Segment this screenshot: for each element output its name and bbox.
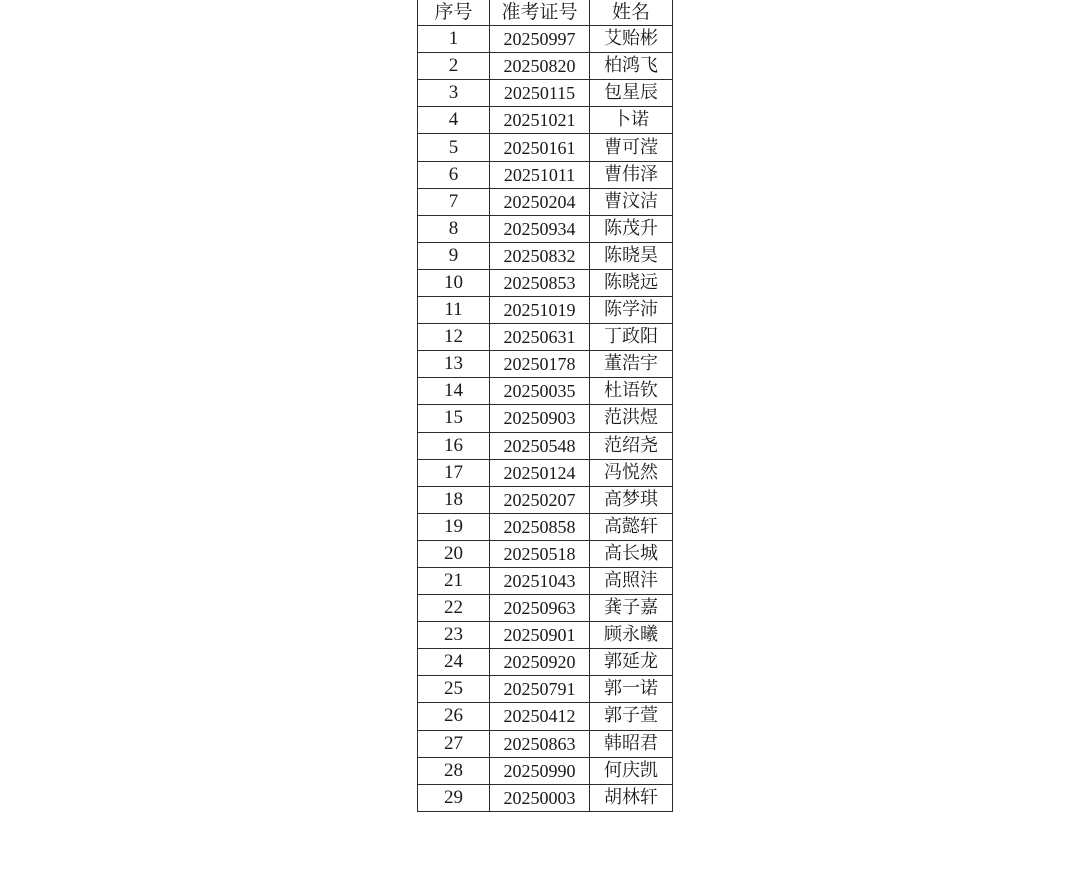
cell-seq: 21: [418, 567, 490, 594]
table-row: [418, 324, 673, 351]
cell-exam-id: 20250204: [490, 188, 590, 215]
cell-name: 龚子嘉: [590, 595, 673, 622]
table-row: [418, 703, 673, 730]
cell-exam-id: 20251021: [490, 107, 590, 134]
cell-exam-id: 20250963: [490, 595, 590, 622]
table-row: [418, 351, 673, 378]
cell-seq: 20: [418, 540, 490, 567]
cell-name: 艾贻彬: [590, 26, 673, 53]
cell-exam-id: 20250631: [490, 324, 590, 351]
cell-exam-id: 20250791: [490, 676, 590, 703]
cell-seq: 3: [418, 80, 490, 107]
table-row: [418, 595, 673, 622]
cell-exam-id: 20250003: [490, 784, 590, 811]
cell-exam-id: 20250853: [490, 269, 590, 296]
cell-name: 陈晓昊: [590, 242, 673, 269]
table-row: [418, 486, 673, 513]
cell-name: 韩昭君: [590, 730, 673, 757]
cell-seq: 14: [418, 378, 490, 405]
cell-exam-id: 20250863: [490, 730, 590, 757]
table-row: [418, 622, 673, 649]
cell-seq: 27: [418, 730, 490, 757]
table-row: [418, 297, 673, 324]
cell-seq: 19: [418, 513, 490, 540]
table-row: [418, 215, 673, 242]
table-row: [418, 784, 673, 811]
cell-name: 顾永曦: [590, 622, 673, 649]
cell-exam-id: 20250124: [490, 459, 590, 486]
cell-exam-id: 20250934: [490, 215, 590, 242]
cell-exam-id: 20250903: [490, 405, 590, 432]
table-row: [418, 757, 673, 784]
cell-name: 陈茂升: [590, 215, 673, 242]
cell-seq: 6: [418, 161, 490, 188]
table-row: [418, 432, 673, 459]
cell-seq: 18: [418, 486, 490, 513]
table-row: [418, 26, 673, 53]
cell-seq: 2: [418, 53, 490, 80]
table-row: [418, 459, 673, 486]
cell-exam-id: 20250858: [490, 513, 590, 540]
table-row: [418, 730, 673, 757]
cell-exam-id: 20250820: [490, 53, 590, 80]
cell-seq: 1: [418, 26, 490, 53]
table-row: [418, 134, 673, 161]
cell-seq: 13: [418, 351, 490, 378]
cell-name: 卜诺: [590, 107, 673, 134]
cell-name: 高梦琪: [590, 486, 673, 513]
table-row: [418, 540, 673, 567]
cell-seq: 15: [418, 405, 490, 432]
header-seq: 序号: [418, 0, 490, 26]
cell-exam-id: 20250178: [490, 351, 590, 378]
table-row: [418, 107, 673, 134]
cell-exam-id: 20250832: [490, 242, 590, 269]
cell-exam-id: 20250997: [490, 26, 590, 53]
table-row: [418, 161, 673, 188]
cell-seq: 28: [418, 757, 490, 784]
table-header-row: [418, 0, 673, 26]
table-row: [418, 53, 673, 80]
cell-seq: 12: [418, 324, 490, 351]
cell-seq: 25: [418, 676, 490, 703]
cell-exam-id: 20250412: [490, 703, 590, 730]
cell-name: 包星辰: [590, 80, 673, 107]
cell-exam-id: 20251011: [490, 161, 590, 188]
cell-exam-id: 20250990: [490, 757, 590, 784]
cell-name: 陈学沛: [590, 297, 673, 324]
header-name: 姓名: [590, 0, 673, 26]
cell-name: 冯悦然: [590, 459, 673, 486]
cell-seq: 11: [418, 297, 490, 324]
cell-exam-id: 20251043: [490, 567, 590, 594]
cell-name: 何庆凯: [590, 757, 673, 784]
cell-exam-id: 20250548: [490, 432, 590, 459]
table-body: [418, 26, 673, 812]
cell-seq: 26: [418, 703, 490, 730]
cell-seq: 16: [418, 432, 490, 459]
cell-seq: 4: [418, 107, 490, 134]
cell-exam-id: 20250161: [490, 134, 590, 161]
cell-name: 胡林轩: [590, 784, 673, 811]
cell-name: 曹可滢: [590, 134, 673, 161]
cell-name: 曹伟泽: [590, 161, 673, 188]
cell-name: 郭子萱: [590, 703, 673, 730]
cell-name: 高长城: [590, 540, 673, 567]
header-exam-id: 准考证号: [490, 0, 590, 26]
cell-exam-id: 20250518: [490, 540, 590, 567]
table-row: [418, 378, 673, 405]
cell-name: 范绍尧: [590, 432, 673, 459]
cell-name: 曹汶洁: [590, 188, 673, 215]
cell-exam-id: 20250207: [490, 486, 590, 513]
table-row: [418, 676, 673, 703]
cell-name: 董浩宇: [590, 351, 673, 378]
cell-exam-id: 20250035: [490, 378, 590, 405]
cell-exam-id: 20251019: [490, 297, 590, 324]
cell-seq: 9: [418, 242, 490, 269]
cell-name: 郭延龙: [590, 649, 673, 676]
table-row: [418, 242, 673, 269]
cell-name: 杜语钦: [590, 378, 673, 405]
table-row: [418, 405, 673, 432]
cell-seq: 22: [418, 595, 490, 622]
cell-seq: 23: [418, 622, 490, 649]
cell-seq: 5: [418, 134, 490, 161]
table-row: [418, 188, 673, 215]
cell-name: 柏鸿飞: [590, 53, 673, 80]
cell-name: 范洪煜: [590, 405, 673, 432]
cell-seq: 24: [418, 649, 490, 676]
cell-seq: 17: [418, 459, 490, 486]
cell-exam-id: 20250901: [490, 622, 590, 649]
table-row: [418, 269, 673, 296]
table-row: [418, 80, 673, 107]
cell-name: 高照沣: [590, 567, 673, 594]
cell-exam-id: 20250115: [490, 80, 590, 107]
cell-seq: 29: [418, 784, 490, 811]
cell-name: 丁政阳: [590, 324, 673, 351]
table-row: [418, 567, 673, 594]
cell-exam-id: 20250920: [490, 649, 590, 676]
cell-seq: 7: [418, 188, 490, 215]
cell-seq: 8: [418, 215, 490, 242]
cell-name: 郭一诺: [590, 676, 673, 703]
table-row: [418, 649, 673, 676]
cell-seq: 10: [418, 269, 490, 296]
cell-name: 陈晓远: [590, 269, 673, 296]
cell-name: 高懿轩: [590, 513, 673, 540]
table-row: [418, 513, 673, 540]
roster-table: [417, 0, 673, 812]
